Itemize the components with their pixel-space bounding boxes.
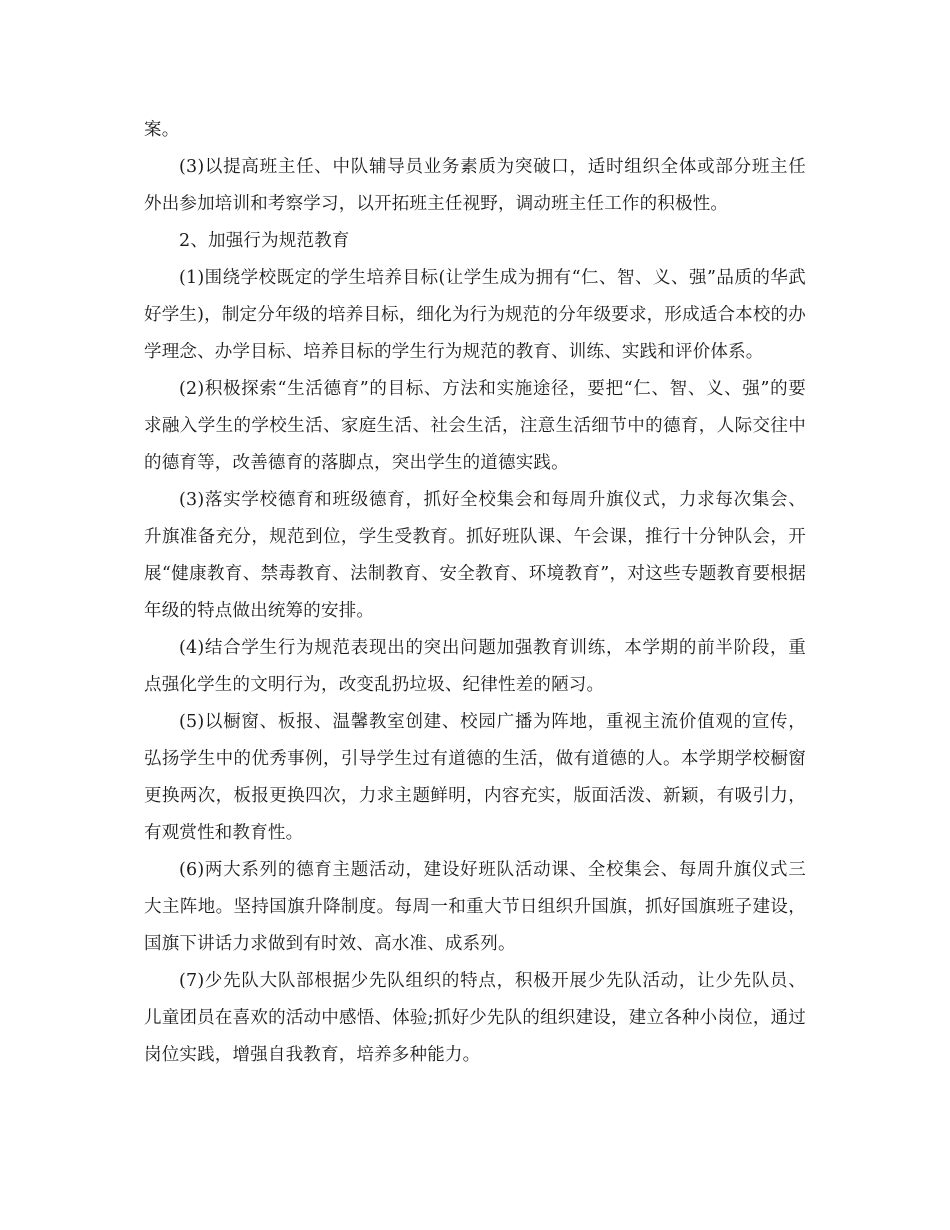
paragraph-school-class-moral-education: (3)落实学校德育和班级德育，抓好全校集会和每周升旗仪式，力求每次集会、升旗准备充分，规范到位，学生受教育。抓好班队课、午会课，推行十分钟队会，开展“健康教育、禁毒教育、法制教育、安全教育、环境教育”，对这些专题教育要根据年级的特点做出统筹的安排。 [144, 490, 806, 621]
paragraph-continuation: 案。 [144, 120, 180, 140]
paragraph-theme-activities: (6)两大系列的德育主题活动，建设好班队活动课、全校集会、每周升旗仪式三大主阵地。坚持国旗升降制度。每周一和重大节日组织升国旗，抓好国旗班子建设，国旗下讲话力求做到有时效、高水准、成系列。 [144, 860, 806, 954]
paragraph-publicity: (5)以橱窗、板报、温馨教室创建、校园广播为阵地，重视主流价值观的宣传，弘扬学生中的优秀事例，引导学生过有道德的生活，做有道德的人。本学期学校橱窗更换两次，板报更换四次，力求主题鲜明，内容充实，版面活泼、新颖，有吸引力，有观赏性和教育性。 [144, 712, 806, 843]
paragraph-goals: (1)围绕学校既定的学生培养目标(让学生成为拥有“仁、智、义、强”品质的华武好学生)，制定分年级的培养目标，细化为行为规范的分年级要求，形成适合本校的办学理念、办学目标、培养目标的学生行为规范的教育、训练、实践和评价体系。 [144, 268, 806, 362]
paragraph-behavior-training: (4)结合学生行为规范表现出的突出问题加强教育训练，本学期的前半阶段，重点强化学生的文明行为，改变乱扔垃圾、纪律性差的陋习。 [144, 638, 806, 695]
paragraph-training: (3)以提高班主任、中队辅导员业务素质为突破口，适时组织全体或部分班主任外出参加培训和考察学习，以开拓班主任视野，调动班主任工作的积极性。 [144, 157, 806, 214]
paragraph-young-pioneers: (7)少先队大队部根据少先队组织的特点，积极开展少先队活动，让少先队员、儿童团员在喜欢的活动中感悟、体验;抓好少先队的组织建设，建立各种小岗位，通过岗位实践，增强自我教育，培养多种能力。 [144, 971, 806, 1065]
section-heading-behavior-norms: 2、加强行为规范教育 [179, 231, 350, 251]
paragraph-life-moral-education: (2)积极探索“生活德育”的目标、方法和实施途径，要把“仁、智、义、强”的要求融入学生的学校生活、家庭生活、社会生活，注意生活细节中的德育，人际交往中的德育等，改善德育的落脚点，突出学生的道德实践。 [144, 379, 806, 473]
document-body [144, 112, 806, 1074]
